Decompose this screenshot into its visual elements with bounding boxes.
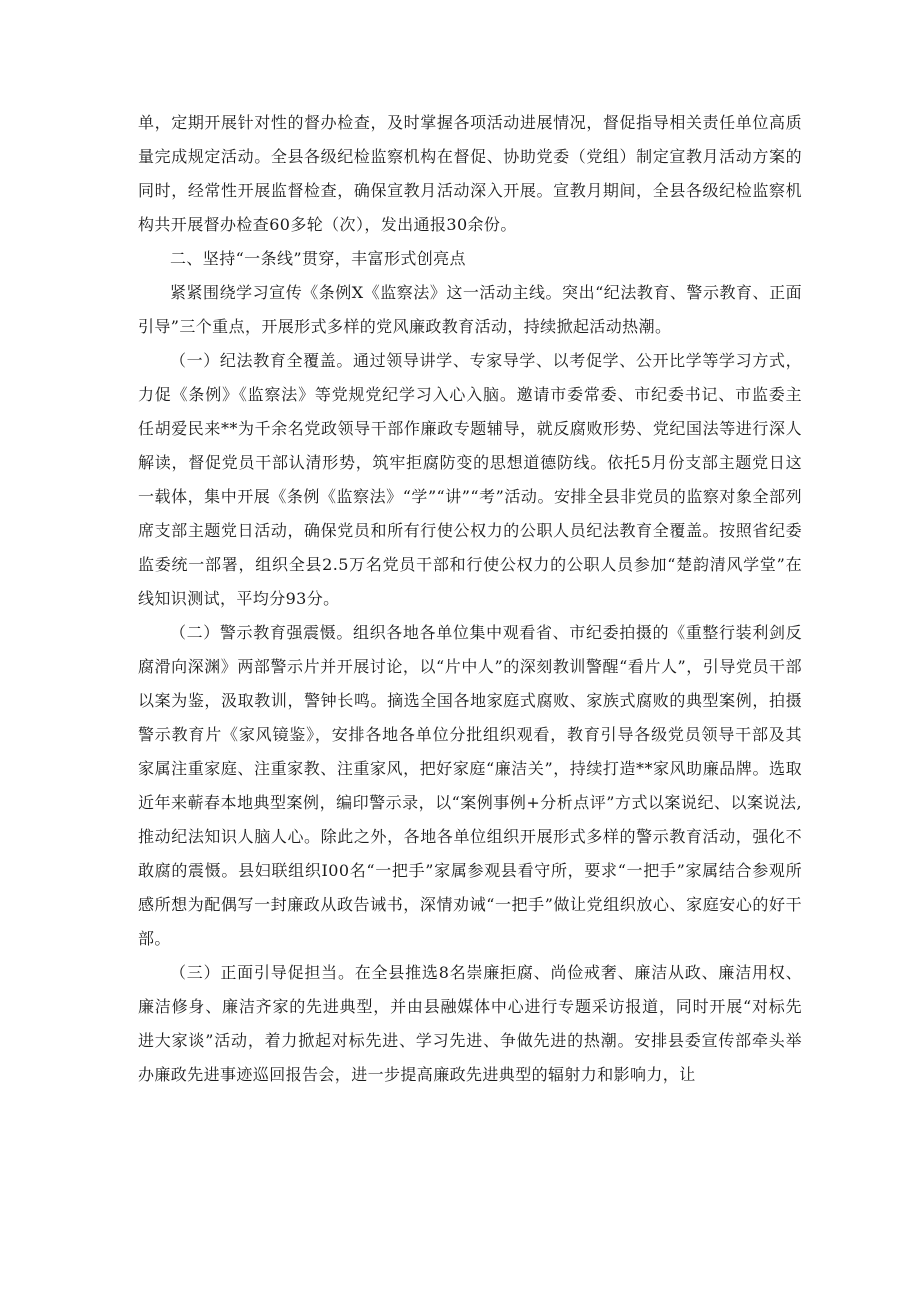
paragraph-positive-guidance: （三）正面引导促担当。在全县推选8名崇廉拒腐、尚俭戒奢、廉洁从政、廉洁用权、廉洁修身、廉洁齐家的先进典型，并由县融媒体中心进行专题采访报道，同时开展“对标先进大家谈”活动，着力掀起对标先进、学习先进、争做先进的热潮。安排县委宣传部牵头举办廉政先进事迹巡回报告会，进一步提高廉政先进典型的辐射力和影响力，让	[138, 963, 802, 1084]
paragraph-discipline-education: （一）纪法教育全覆盖。通过领导讲学、专家导学、以考促学、公开比学等学习方式，力促《条例》《监察法》等党规党纪学习入心入脑。邀请市委常委、市纪委书记、市监委主任胡爱民来**为千余名党政领导干部作廉政专题辅导，就反腐败形势、党纪国法等进行深人解读，督促党员干部认清形势，筑牢拒腐防变的思想道德防线。依托5月份支部主题党日这一载体，集中开展《条例《监察法》“学”“讲”“考”活动。安排全县非党员的监察对象全部列席支部主题党日活动，确保党员和所有行使公权力的公职人员纪法教育全覆盖。按照省纪委监委统一部署，组织全县2.5万名党员干部和行使公权力的公职人员参加“楚韵清风学堂”在线知识测试，平均分93分。	[138, 351, 802, 608]
paragraph-warning-education: （二）警示教育强震慑。组织各地各单位集中观看省、市纪委拍摄的《重整行装利剑反腐滑向深渊》两部警示片并开展讨论，以“片中人”的深刻教训警醒“看片人”，引导党员干部以案为鉴，汲取教训，警钟长鸣。摘选全国各地家庭式腐败、家族式腐败的典型案例，拍摄警示教育片《家风镜鉴》，安排各地各单位分批组织观看，教育引导各级党员领导干部及其家属注重家庭、注重家教、注重家风，把好家庭“廉洁关”，持续打造**家风助廉品牌。选取近年来蕲春本地典型案例，编印警示录，以“案例事例+分析点评”方式以案说纪、以案说法,推动纪法知识人脑人心。除此之外，各地各单位组织开展形式多样的警示教育活动，强化不敢腐的震慑。县妇联组织I00名“一把手”家属参观县看守所，要求“一把手”家属结合参观所感所想为配偶写一封廉政从政告诫书，深情劝诫“一把手”做让党组织放心、家庭安心的好干部。	[138, 623, 802, 948]
document-page	[138, 106, 802, 1092]
paragraph-continuation: 单，定期开展针对性的督办检查，及时掌握各项活动进展情况，督促指导相关责任单位高质量完成规定活动。全县各级纪检监察机构在督促、协助党委（党组）制定宣教月活动方案的同时，经常性开展监督检查，确保宣教月活动深入开展。宣教月期间，全县各级纪检监察机构共开展督办检查60多轮（次），发出通报30余份。	[138, 113, 802, 234]
section-heading-2: 二、坚持“一条线”贯穿，丰富形式创亮点	[170, 249, 466, 268]
paragraph-main-line: 紧紧围绕学习宣传《条例X《监察法》这一活动主线。突出“纪法教育、警示教育、正面引导”三个重点，开展形式多样的党风廉政教育活动，持续掀起活动热潮。	[138, 283, 802, 336]
